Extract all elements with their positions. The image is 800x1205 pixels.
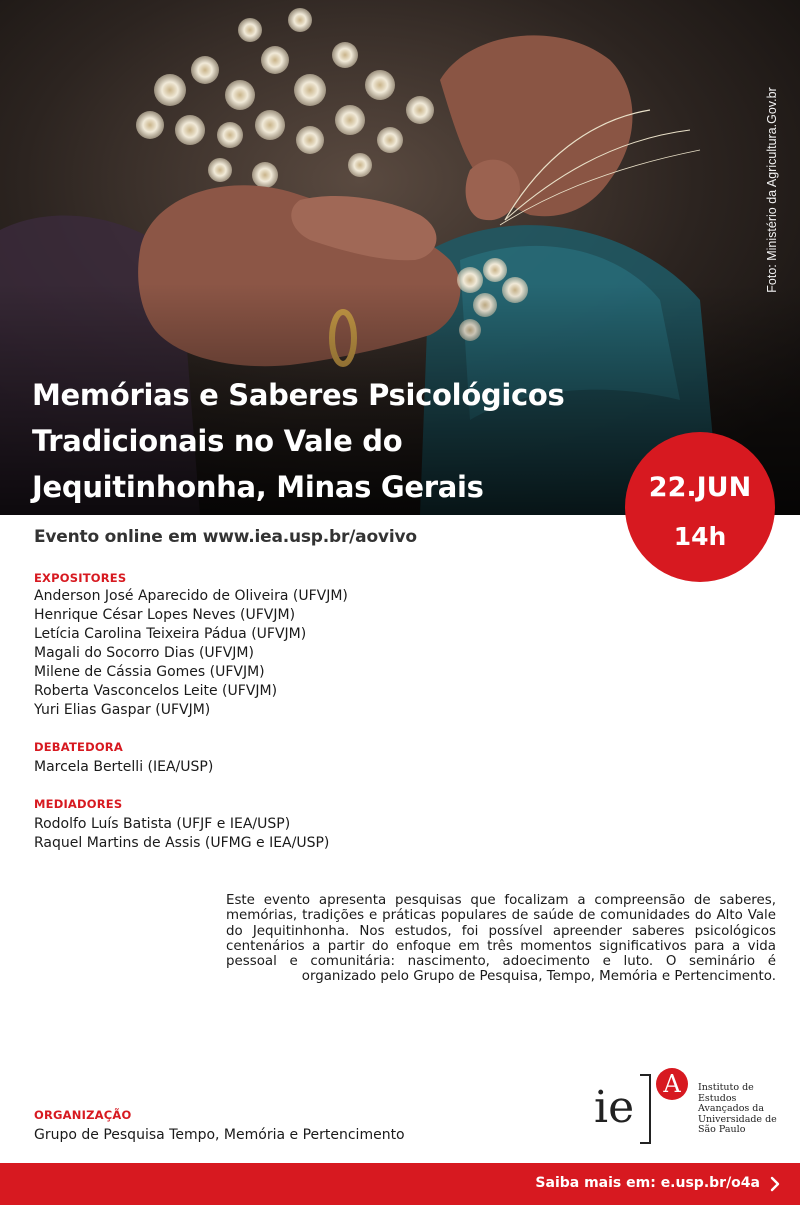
chevron-right-icon[interactable] — [769, 1176, 781, 1192]
list-item: Roberta Vasconcelos Leite (UFVJM) — [34, 683, 278, 699]
section-label-mediadores: MEDIADORES — [34, 797, 123, 811]
list-item: Milene de Cássia Gomes (UFVJM) — [34, 664, 265, 680]
event-title — [32, 372, 612, 510]
title-line: Tradicionais no Vale do — [32, 424, 403, 458]
logo-mark: ie — [594, 1082, 635, 1133]
logo-line: Instituto de — [698, 1082, 754, 1093]
logo-bracket — [640, 1074, 651, 1144]
logo-a-circle: A — [656, 1068, 688, 1100]
list-item: Rodolfo Luís Batista (UFJF e IEA/USP) — [34, 816, 291, 832]
section-label-expositores: EXPOSITORES — [34, 571, 127, 585]
date-badge — [625, 432, 775, 582]
logo-line: São Paulo — [698, 1124, 746, 1135]
list-item: Henrique César Lopes Neves (UFVJM) — [34, 607, 296, 623]
list-item: Anderson José Aparecido de Oliveira (UFVJM) — [34, 588, 348, 604]
list-item: Magali do Socorro Dias (UFVJM) — [34, 645, 254, 661]
debatedora-list — [34, 758, 213, 777]
section-label-organizacao: ORGANIZAÇÃO — [34, 1108, 132, 1122]
list-item: Yuri Elias Gaspar (UFVJM) — [34, 702, 211, 718]
expositores-list — [34, 587, 348, 720]
iea-logo — [592, 1068, 782, 1144]
section-label-debatedora: DEBATEDORA — [34, 740, 123, 754]
title-line: Jequitinhonha, Minas Gerais — [32, 470, 484, 504]
photo-credit: Foto: Ministério da Agricultura.Gov.br — [765, 87, 779, 293]
organizer-name: Grupo de Pesquisa Tempo, Memória e Pertencimento — [34, 1127, 405, 1143]
list-item: Marcela Bertelli (IEA/USP) — [34, 759, 214, 775]
event-date: 22.JUN — [648, 472, 752, 503]
list-item: Raquel Martins de Assis (UFMG e IEA/USP) — [34, 835, 330, 851]
logo-institution-name — [698, 1083, 777, 1136]
event-description: Este evento apresenta pesquisas que focalizam a compreensão de saberes, memórias, tradições e práticas populares de saúde de comunidades do Alto Vale do Jequitinhonha. Nos estudos, foi possível apreender saberes psicológicos centenários a partir do enfoque em três momentos significativos para a vida pessoal e comunitária: nascimento, adoecimento e luto. O seminário é organizado pelo Grupo de Pesquisa, Tempo, Memória e Pertencimento. — [226, 893, 776, 985]
logo-line: Universidade de — [698, 1113, 777, 1125]
title-line: Memórias e Saberes Psicológicos — [32, 378, 565, 412]
list-item: Letícia Carolina Teixeira Pádua (UFVJM) — [34, 626, 307, 642]
logo-line: Avançados da — [698, 1103, 765, 1114]
mediadores-list — [34, 815, 329, 853]
event-time: 14h — [673, 522, 727, 551]
more-info-link[interactable]: Saiba mais em: e.usp.br/o4a — [535, 1175, 760, 1191]
footer-bar — [0, 1163, 800, 1205]
logo-line: Estudos — [698, 1092, 737, 1104]
online-info: Evento online em www.iea.usp.br/aovivo — [34, 527, 417, 547]
